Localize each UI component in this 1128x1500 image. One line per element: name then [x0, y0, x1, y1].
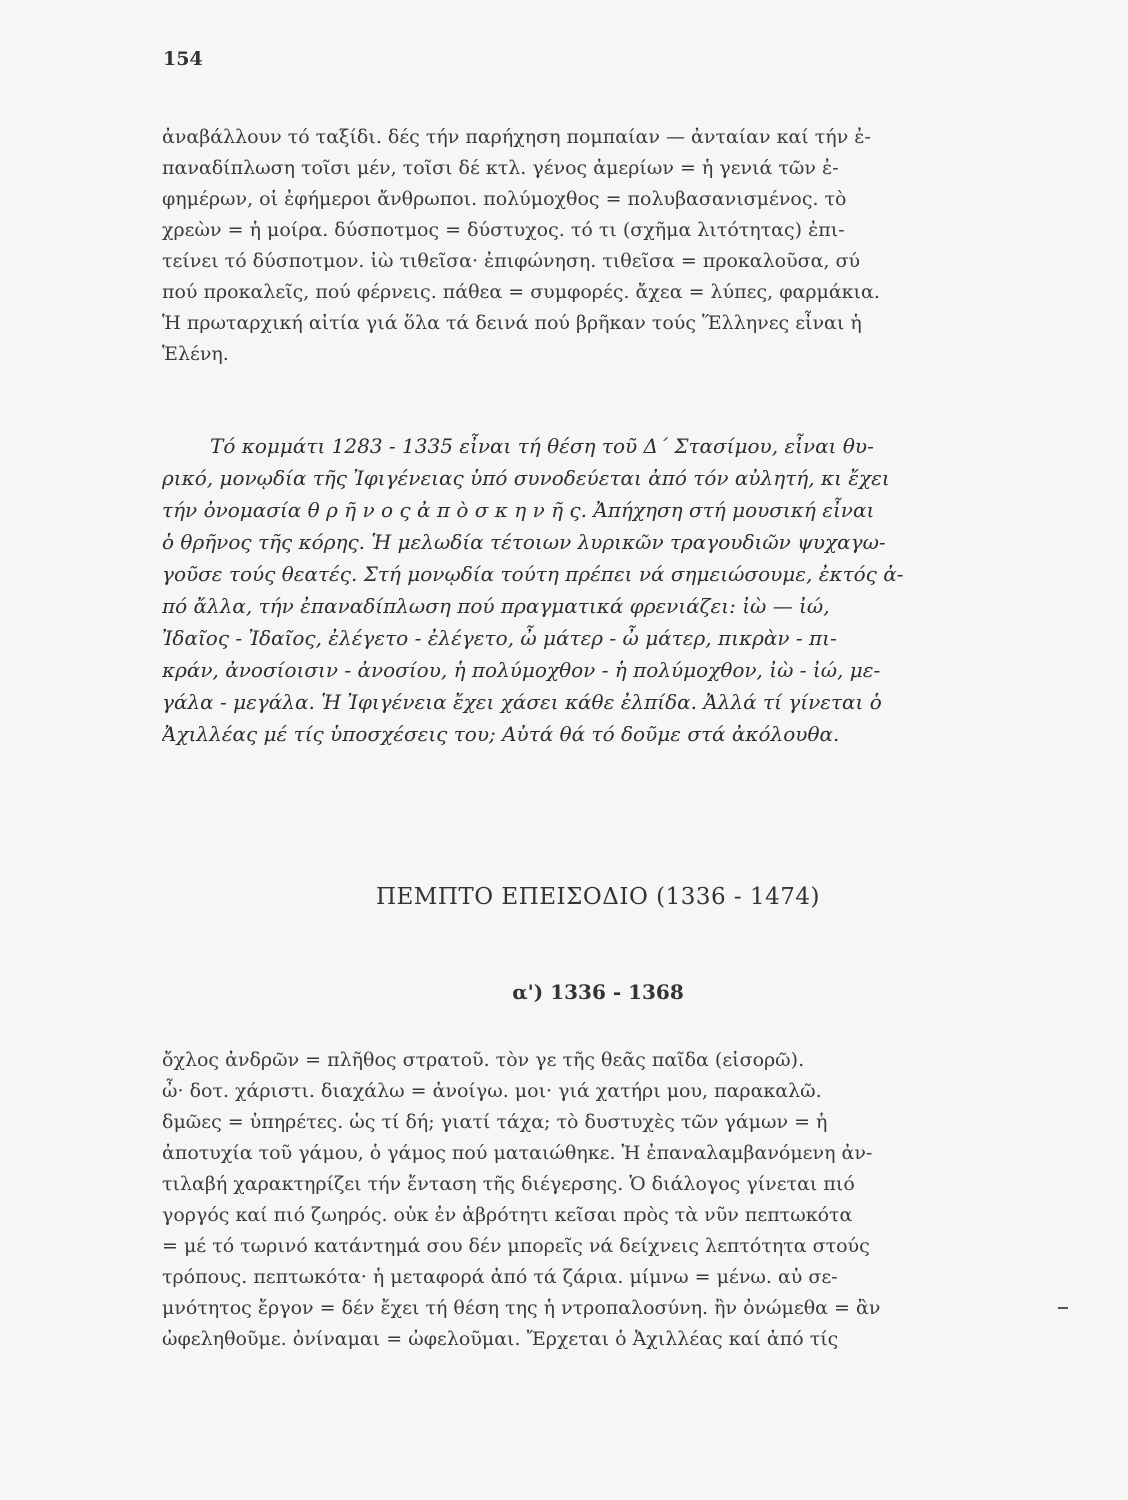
text-line: ρικό, μονῳδία τῆς Ἰφιγένειας ὑπό συνοδεύεται ἀπό τόν αὐλητή, κι ἔχει — [162, 466, 890, 490]
text-line: ὁ θρῆνος τῆς κόρης. Ἡ μελωδία τέτοιων λυρικῶν τραγουδιῶν ψυχαγω- — [162, 530, 886, 554]
text-line: = μέ τό τωρινό κατάντημά σου δέν μπορεῖς νά δείχνεις λεπτότητα στούς — [162, 1235, 870, 1257]
text-line: τείνει τό δύσποτμον. ἰὼ τιθεῖσα· ἐπιφώνηση. τιθεῖσα = προκαλοῦσα, σύ — [162, 250, 861, 272]
text-line: Ἀχιλλέας μέ τίς ὑποσχέσεις του; Αὐτά θά τό δοῦμε στά ἀκόλουθα. — [162, 722, 840, 746]
text-line: ἀναβάλλουν τό ταξίδι. δές τήν παρήχηση πομπαίαν — ἀνταίαν καί τήν ἐ- — [162, 126, 871, 148]
section-heading: ΠΕΜΠΤΟ ΕΠΕΙΣΟΔΙΟ (1336 - 1474) — [375, 884, 821, 910]
text-line: τρόπους. πεπτωκότα· ἡ μεταφορά ἀπό τά ζάρια. μίμνω = μένω. αὐ σε- — [162, 1266, 838, 1288]
text-line: ὦ· δοτ. χάριστι. διαχάλω = ἀνοίγω. μοι· γιά χατήρι μου, παρακαλῶ. — [162, 1080, 822, 1102]
page-number: 154 — [163, 48, 203, 70]
text-line: γάλα - μεγάλα. Ἡ Ἰφιγένεια ἔχει χάσει κάθε ἐλπίδα. Ἀλλά τί γίνεται ὁ — [162, 690, 882, 714]
subsection-heading: α') 1336 - 1368 — [512, 980, 684, 1004]
text-line: φημέρων, οἱ ἐφήμεροι ἄνθρωποι. πολύμοχθος = πολυβασανισμένος. τὸ — [162, 188, 847, 210]
text-line: μνότητος ἔργον = δέν ἔχει τή θέση της ἡ ντροπαλοσύνη. ἢν ὀνώμεθα = ἂν — [162, 1297, 881, 1319]
commentary-block-bottom — [162, 1045, 1034, 1355]
text-line: ὄχλος ἀνδρῶν = πλῆθος στρατοῦ. τὸν γε τῆς θεᾶς παῖδα (εἰσορῶ). — [162, 1049, 805, 1071]
text-line: πού προκαλεῖς, πού φέρνεις. πάθεα = συμφορές. ἄχεα = λύπες, φαρμάκια. — [162, 281, 880, 303]
text-line: χρεὼν = ἡ μοίρα. δύσποτμος = δύστυχος. τό τι (σχῆμα λιτότητας) ἐπι- — [162, 219, 845, 241]
text-line: κράν, ἀνοσίοισιν - ἀνοσίου, ἡ πολύμοχθον - ἡ πολύμοχθον, ἰὼ - ἰώ, με- — [162, 658, 881, 682]
text-line: Τό κομμάτι 1283 - 1335 εἶναι τή θέση τοῦ Δ΄ Στασίμου, εἶναι θυ- — [210, 434, 874, 458]
text-line: γοῦσε τούς θεατές. Στή μονῳδία τούτη πρέπει νά σημειώσουμε, ἐκτός ἀ- — [162, 562, 904, 586]
text-line: τιλαβή χαρακτηρίζει τήν ἔνταση τῆς διέγερσης. Ὁ διάλογος γίνεται πιό — [162, 1173, 855, 1195]
stasimon-paragraph — [162, 430, 1034, 750]
text-line: Ἑλένη. — [162, 343, 229, 365]
text-line: τήν ὀνομασία θ ρ ῆ ν ο ς ἀ π ὸ σ κ η ν ῆ ς. Ἀπήχηση στή μουσική εἶναι — [162, 498, 875, 522]
text-line: γοργός καί πιό ζωηρός. οὐκ ἐν ἁβρότητι κεῖσαι πρὸς τὰ νῦν πεπτωκότα — [162, 1204, 853, 1226]
text-line: Ἡ πρωταρχική αἰτία γιά ὅλα τά δεινά πού βρῆκαν τούς Ἕλληνες εἶναι ἡ — [162, 312, 862, 334]
text-line: δμῶες = ὑπηρέτες. ὡς τί δή; γιατί τάχα; τὸ δυστυχὲς τῶν γάμων = ἡ — [162, 1111, 828, 1133]
text-line: Ἰδαῖος - Ἰδαῖος, ἐλέγετο - ἐλέγετο, ὦ μάτερ - ὦ μάτερ, πικρὰν - πι- — [162, 626, 837, 650]
text-line: ὠφεληθοῦμε. ὀνίναμαι = ὠφελοῦμαι. Ἔρχεται ὁ Ἀχιλλέας καί ἀπό τίς — [162, 1328, 839, 1350]
text-line: ἀποτυχία τοῦ γάμου, ὁ γάμος πού ματαιώθηκε. Ἡ ἐπαναλαμβανόμενη ἀν- — [162, 1142, 873, 1164]
margin-mark — [1058, 1307, 1068, 1309]
text-line: πό ἄλλα, τήν ἐπαναδίπλωση πού πραγματικά φρενιάζει: ἰὼ — ἰώ, — [162, 594, 830, 618]
commentary-block-top — [162, 122, 1034, 370]
text-line: παναδίπλωση τοῖσι μέν, τοῖσι δέ κτλ. γένος ἀμερίων = ἡ γενιά τῶν ἐ- — [162, 157, 839, 179]
